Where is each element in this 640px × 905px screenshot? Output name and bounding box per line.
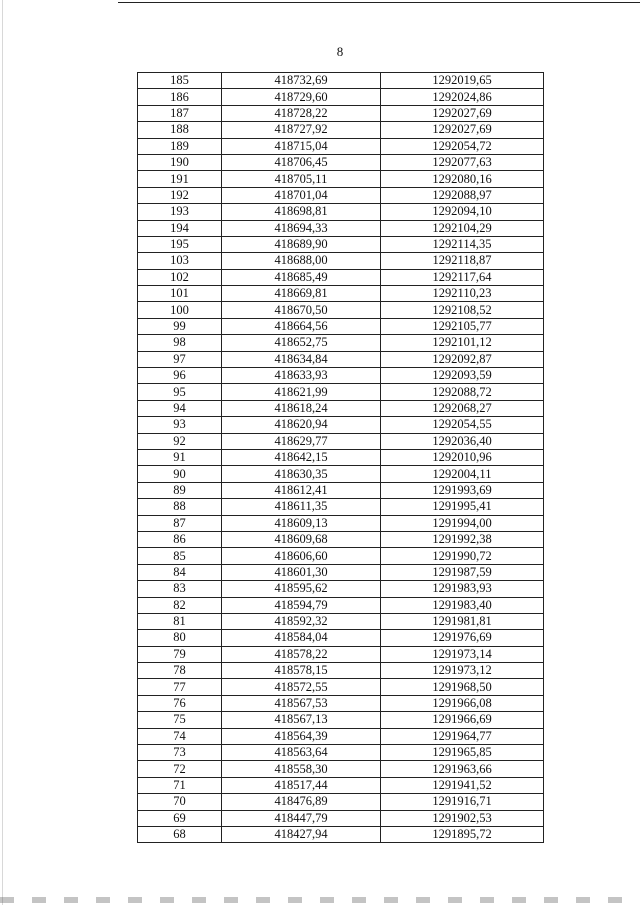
point-number-cell: 98 [138,335,222,351]
table-row [138,89,544,105]
x-coordinate-cell: 418612,41 [222,482,381,498]
point-number-cell: 192 [138,187,222,203]
point-number-cell: 72 [138,761,222,777]
x-coordinate-cell: 418594,79 [222,597,381,613]
point-number-cell: 84 [138,564,222,580]
y-coordinate-cell: 1292092,87 [381,351,544,367]
y-coordinate-cell: 1292054,55 [381,417,544,433]
point-number-cell: 74 [138,728,222,744]
x-coordinate-cell: 418685,49 [222,269,381,285]
table-row [138,482,544,498]
table-row [138,761,544,777]
y-coordinate-cell: 1291966,69 [381,712,544,728]
point-number-cell: 75 [138,712,222,728]
point-number-cell: 79 [138,646,222,662]
point-number-cell: 101 [138,286,222,302]
table-row [138,105,544,121]
table-row [138,826,544,842]
y-coordinate-cell: 1291994,00 [381,515,544,531]
x-coordinate-cell: 418427,94 [222,826,381,842]
y-coordinate-cell: 1291973,12 [381,663,544,679]
table-row [138,630,544,646]
x-coordinate-cell: 418584,04 [222,630,381,646]
table-row [138,138,544,154]
table-row [138,368,544,384]
y-coordinate-cell: 1292010,96 [381,449,544,465]
point-number-cell: 188 [138,122,222,138]
y-coordinate-cell: 1292105,77 [381,318,544,334]
table-row [138,646,544,662]
x-coordinate-cell: 418652,75 [222,335,381,351]
y-coordinate-cell: 1291992,38 [381,531,544,547]
table-row [138,548,544,564]
table-row [138,187,544,203]
y-coordinate-cell: 1292117,64 [381,269,544,285]
x-coordinate-cell: 418606,60 [222,548,381,564]
point-number-cell: 78 [138,663,222,679]
x-coordinate-cell: 418609,13 [222,515,381,531]
y-coordinate-cell: 1292068,27 [381,400,544,416]
x-coordinate-cell: 418517,44 [222,777,381,793]
x-coordinate-cell: 418447,79 [222,810,381,826]
table-row [138,581,544,597]
point-number-cell: 190 [138,154,222,170]
table-row [138,302,544,318]
x-coordinate-cell: 418620,94 [222,417,381,433]
x-coordinate-cell: 418688,00 [222,253,381,269]
page-top-rule [118,2,640,3]
x-coordinate-cell: 418732,69 [222,73,381,89]
table-row [138,269,544,285]
table-row [138,663,544,679]
scan-bottom-artifact [0,897,640,903]
y-coordinate-cell: 1292088,72 [381,384,544,400]
y-coordinate-cell: 1291993,69 [381,482,544,498]
table-row [138,564,544,580]
y-coordinate-cell: 1291902,53 [381,810,544,826]
table-row [138,384,544,400]
table-row [138,515,544,531]
x-coordinate-cell: 418705,11 [222,171,381,187]
y-coordinate-cell: 1292027,69 [381,122,544,138]
y-coordinate-cell: 1292088,97 [381,187,544,203]
page-number: 8 [336,44,344,59]
point-number-cell: 71 [138,777,222,793]
y-coordinate-cell: 1291987,59 [381,564,544,580]
point-number-cell: 94 [138,400,222,416]
y-coordinate-cell: 1292118,87 [381,253,544,269]
table-row [138,253,544,269]
y-coordinate-cell: 1291966,08 [381,695,544,711]
x-coordinate-cell: 418669,81 [222,286,381,302]
table-row [138,154,544,170]
point-number-cell: 70 [138,794,222,810]
point-number-cell: 189 [138,138,222,154]
x-coordinate-cell: 418609,68 [222,531,381,547]
table-row [138,351,544,367]
y-coordinate-cell: 1291963,66 [381,761,544,777]
point-number-cell: 191 [138,171,222,187]
y-coordinate-cell: 1291981,81 [381,613,544,629]
x-coordinate-cell: 418634,84 [222,351,381,367]
point-number-cell: 83 [138,581,222,597]
y-coordinate-cell: 1292080,16 [381,171,544,187]
y-coordinate-cell: 1292077,63 [381,154,544,170]
point-number-cell: 195 [138,236,222,252]
point-number-cell: 85 [138,548,222,564]
y-coordinate-cell: 1291895,72 [381,826,544,842]
table-row [138,335,544,351]
point-number-cell: 193 [138,204,222,220]
y-coordinate-cell: 1292108,52 [381,302,544,318]
point-number-cell: 97 [138,351,222,367]
y-coordinate-cell: 1292024,86 [381,89,544,105]
point-number-cell: 90 [138,466,222,482]
point-number-cell: 186 [138,89,222,105]
point-number-cell: 87 [138,515,222,531]
point-number-cell: 80 [138,630,222,646]
table-row [138,171,544,187]
point-number-cell: 73 [138,745,222,761]
point-number-cell: 96 [138,368,222,384]
x-coordinate-cell: 418715,04 [222,138,381,154]
x-coordinate-cell: 418689,90 [222,236,381,252]
y-coordinate-cell: 1292036,40 [381,433,544,449]
table-row [138,810,544,826]
table-row [138,695,544,711]
y-coordinate-cell: 1291983,93 [381,581,544,597]
y-coordinate-cell: 1292101,12 [381,335,544,351]
y-coordinate-cell: 1291968,50 [381,679,544,695]
x-coordinate-cell: 418727,92 [222,122,381,138]
point-number-cell: 100 [138,302,222,318]
table-row [138,122,544,138]
y-coordinate-cell: 1291941,52 [381,777,544,793]
table-row [138,73,544,89]
x-coordinate-cell: 418728,22 [222,105,381,121]
y-coordinate-cell: 1292004,11 [381,466,544,482]
table-row [138,531,544,547]
y-coordinate-cell: 1291983,40 [381,597,544,613]
x-coordinate-cell: 418621,99 [222,384,381,400]
table-row [138,204,544,220]
table-row [138,613,544,629]
table-row [138,286,544,302]
x-coordinate-cell: 418563,64 [222,745,381,761]
point-number-cell: 187 [138,105,222,121]
x-coordinate-cell: 418578,22 [222,646,381,662]
point-number-cell: 93 [138,417,222,433]
y-coordinate-cell: 1291973,14 [381,646,544,662]
point-number-cell: 69 [138,810,222,826]
point-number-cell: 95 [138,384,222,400]
page-left-edge [2,0,3,905]
x-coordinate-cell: 418567,13 [222,712,381,728]
x-coordinate-cell: 418664,56 [222,318,381,334]
y-coordinate-cell: 1292094,10 [381,204,544,220]
coordinates-table [137,72,544,843]
point-number-cell: 68 [138,826,222,842]
x-coordinate-cell: 418618,24 [222,400,381,416]
y-coordinate-cell: 1292019,65 [381,73,544,89]
x-coordinate-cell: 418701,04 [222,187,381,203]
y-coordinate-cell: 1291916,71 [381,794,544,810]
x-coordinate-cell: 418611,35 [222,499,381,515]
table-row [138,679,544,695]
y-coordinate-cell: 1291995,41 [381,499,544,515]
point-number-cell: 88 [138,499,222,515]
table-row [138,712,544,728]
table-row [138,400,544,416]
table-row [138,777,544,793]
table-row [138,745,544,761]
point-number-cell: 103 [138,253,222,269]
point-number-cell: 77 [138,679,222,695]
table-row [138,466,544,482]
table-row [138,236,544,252]
table-row [138,499,544,515]
x-coordinate-cell: 418564,39 [222,728,381,744]
point-number-cell: 82 [138,597,222,613]
point-number-cell: 81 [138,613,222,629]
point-number-cell: 91 [138,449,222,465]
point-number-cell: 89 [138,482,222,498]
x-coordinate-cell: 418567,53 [222,695,381,711]
x-coordinate-cell: 418706,45 [222,154,381,170]
x-coordinate-cell: 418729,60 [222,89,381,105]
table-row [138,220,544,236]
point-number-cell: 99 [138,318,222,334]
y-coordinate-cell: 1292104,29 [381,220,544,236]
x-coordinate-cell: 418595,62 [222,581,381,597]
table-row [138,449,544,465]
x-coordinate-cell: 418572,55 [222,679,381,695]
table-row [138,433,544,449]
x-coordinate-cell: 418601,30 [222,564,381,580]
x-coordinate-cell: 418642,15 [222,449,381,465]
y-coordinate-cell: 1292114,35 [381,236,544,252]
y-coordinate-cell: 1292110,23 [381,286,544,302]
table-row [138,794,544,810]
point-number-cell: 194 [138,220,222,236]
x-coordinate-cell: 418633,93 [222,368,381,384]
x-coordinate-cell: 418629,77 [222,433,381,449]
point-number-cell: 86 [138,531,222,547]
x-coordinate-cell: 418694,33 [222,220,381,236]
coordinates-table-body [138,73,544,843]
y-coordinate-cell: 1291964,77 [381,728,544,744]
table-row [138,597,544,613]
y-coordinate-cell: 1291990,72 [381,548,544,564]
x-coordinate-cell: 418476,89 [222,794,381,810]
point-number-cell: 92 [138,433,222,449]
y-coordinate-cell: 1292027,69 [381,105,544,121]
table-row [138,417,544,433]
table-row [138,728,544,744]
x-coordinate-cell: 418592,32 [222,613,381,629]
x-coordinate-cell: 418698,81 [222,204,381,220]
x-coordinate-cell: 418578,15 [222,663,381,679]
y-coordinate-cell: 1291965,85 [381,745,544,761]
table-row [138,318,544,334]
y-coordinate-cell: 1292093,59 [381,368,544,384]
point-number-cell: 76 [138,695,222,711]
y-coordinate-cell: 1291976,69 [381,630,544,646]
point-number-cell: 185 [138,73,222,89]
x-coordinate-cell: 418670,50 [222,302,381,318]
x-coordinate-cell: 418630,35 [222,466,381,482]
point-number-cell: 102 [138,269,222,285]
x-coordinate-cell: 418558,30 [222,761,381,777]
y-coordinate-cell: 1292054,72 [381,138,544,154]
